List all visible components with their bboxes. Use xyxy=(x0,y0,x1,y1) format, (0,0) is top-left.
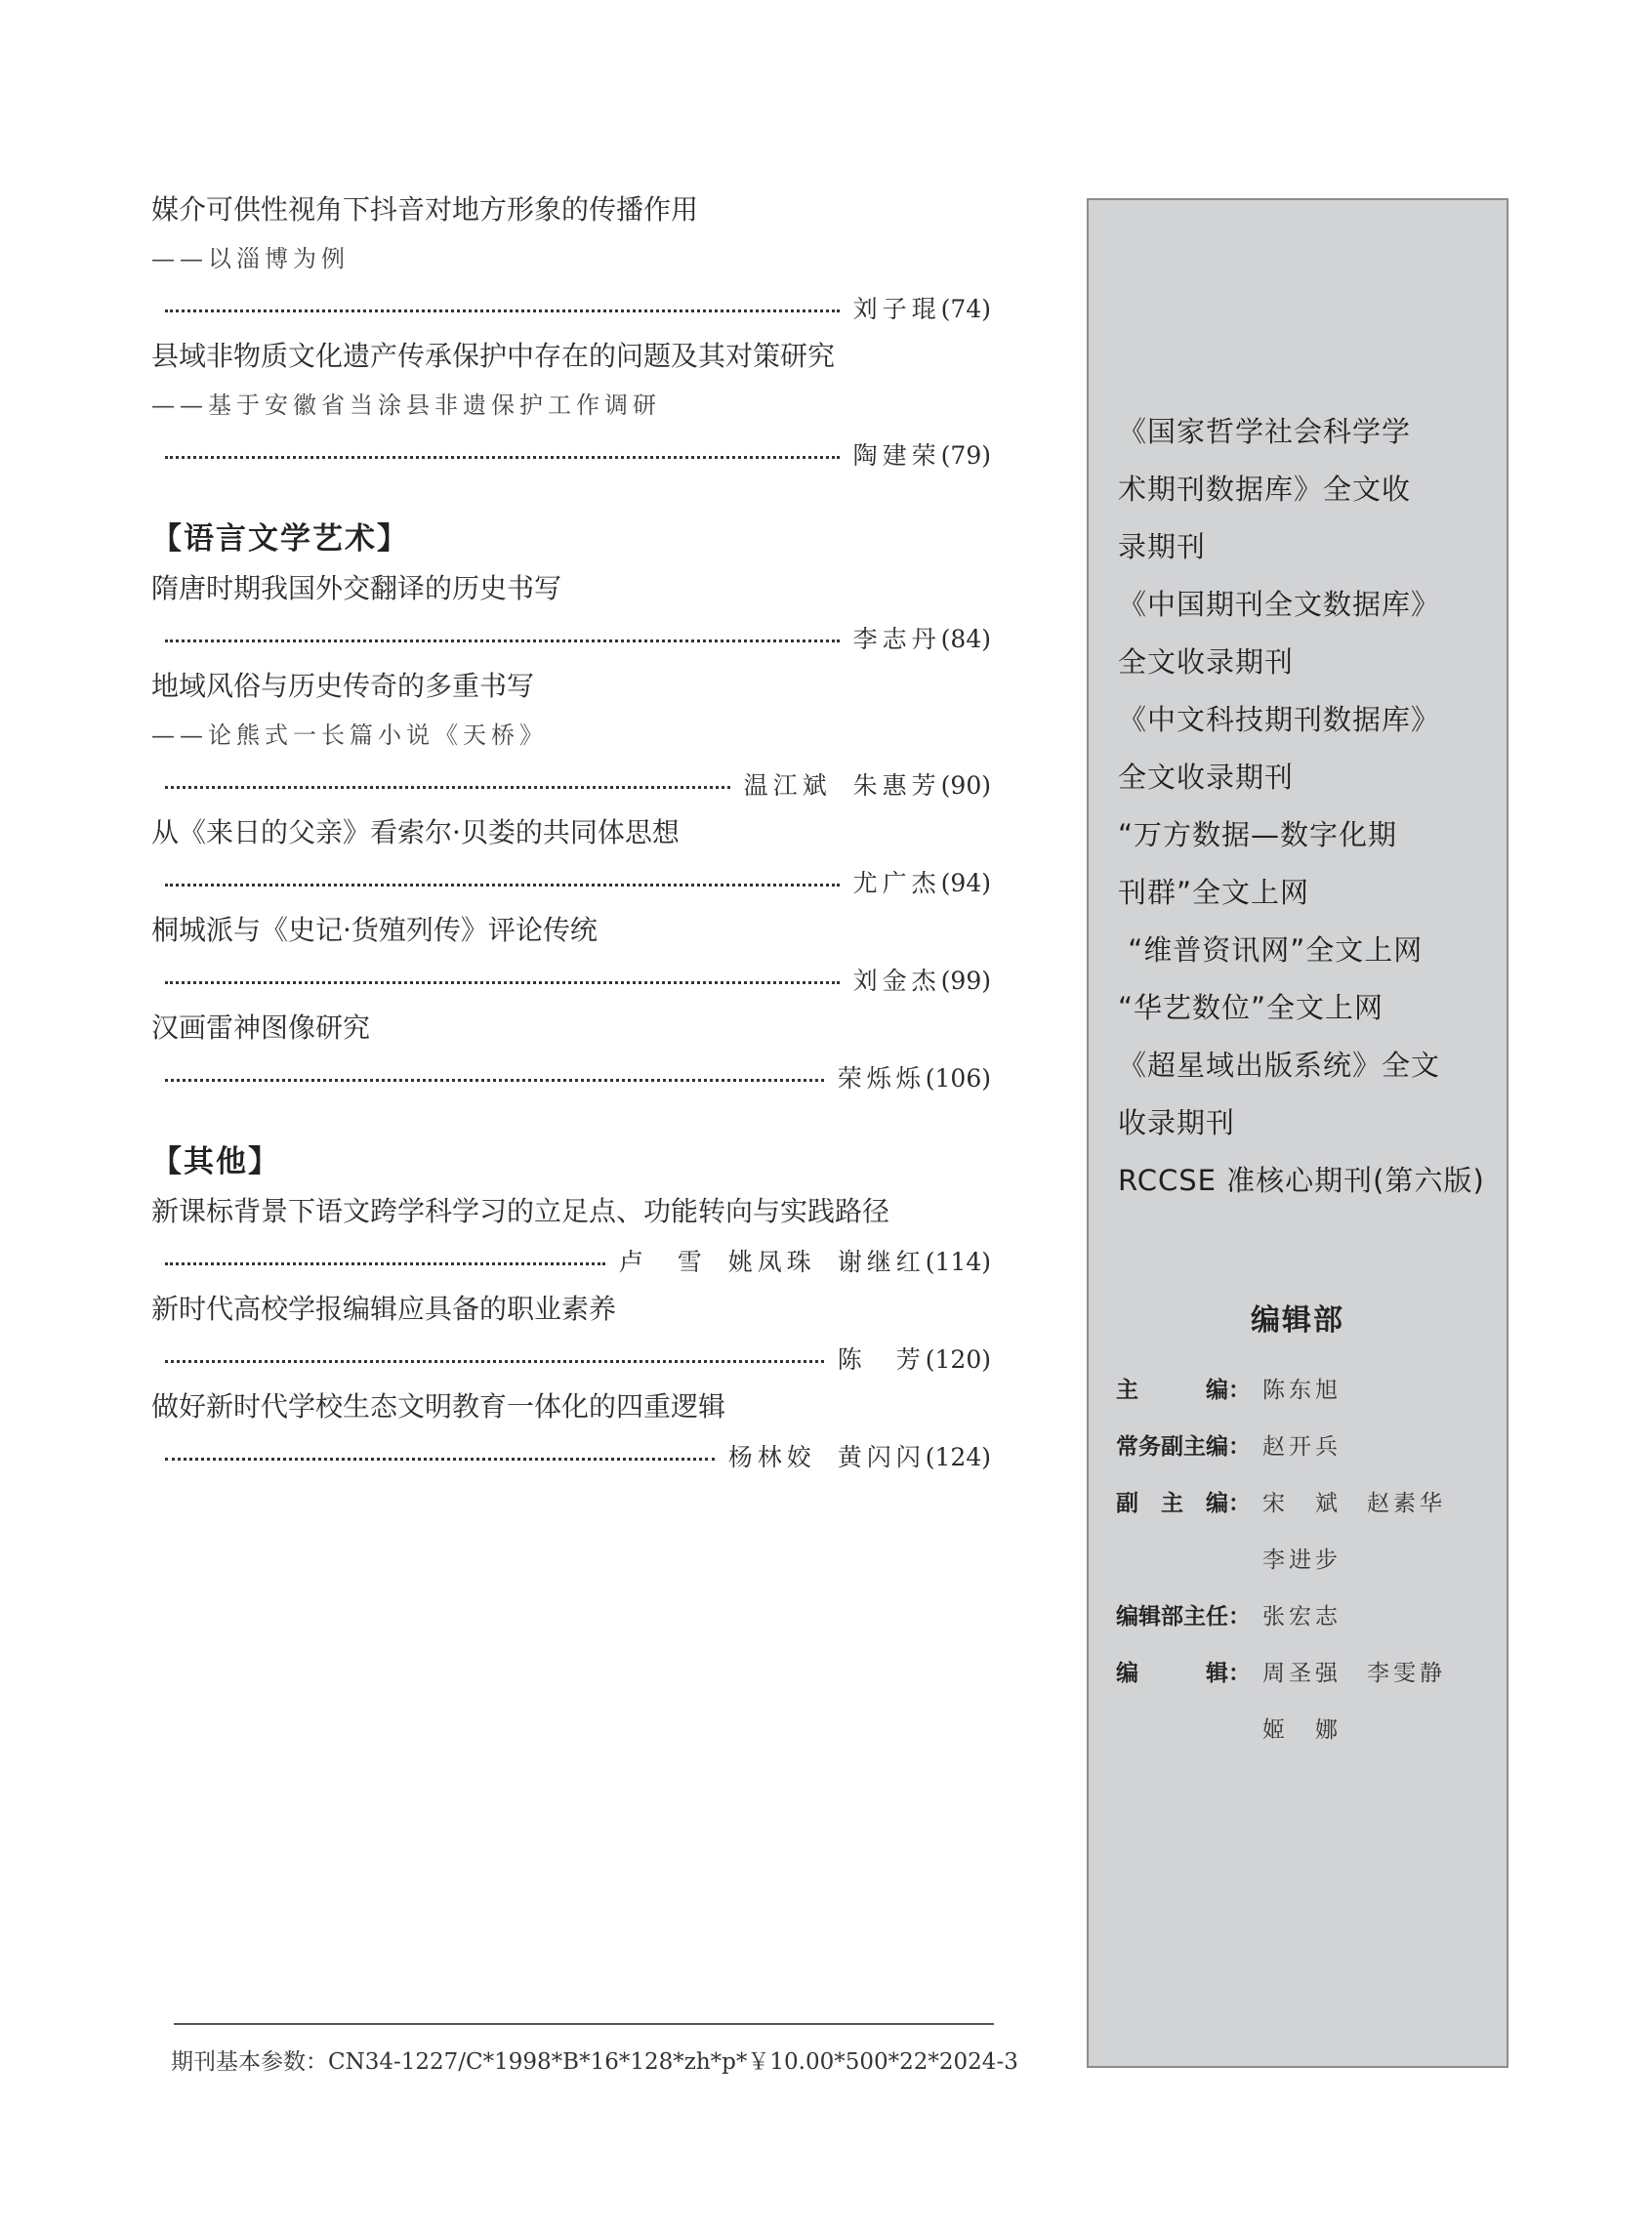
staff-role: 常务副主编： xyxy=(1116,1434,1251,1460)
index-line: 术期刊数据库》全文收 xyxy=(1118,473,1412,506)
article-authors: 杨林姣 黄闪闪 xyxy=(727,1443,926,1471)
staff-row xyxy=(1116,1645,1502,1702)
dot-leader xyxy=(165,786,730,789)
article-authors: 刘子琨 xyxy=(852,295,941,323)
page-number: (124) xyxy=(925,1443,991,1471)
page-number: (99) xyxy=(940,967,991,995)
toc-entry[interactable] xyxy=(151,1187,991,1285)
leader-line xyxy=(165,1431,991,1480)
index-line: 全文收录期刊 xyxy=(1118,645,1295,679)
dot-leader xyxy=(165,1079,824,1082)
article-authors: 陈 芳 xyxy=(837,1345,926,1374)
article-subtitle: ——以淄博为例 xyxy=(151,245,350,272)
staff-role: 副 主 编： xyxy=(1116,1491,1251,1516)
indexing-sidebar xyxy=(1087,198,1508,2068)
staff-role: 主 编： xyxy=(1116,1378,1251,1403)
toc-entry[interactable] xyxy=(151,1285,991,1383)
index-line: “华艺数位”全文上网 xyxy=(1118,991,1384,1024)
article-title[interactable]: 隋唐时期我国外交翻译的历史书写 xyxy=(151,572,562,604)
staff-names: 陈东旭 xyxy=(1262,1378,1342,1403)
leader-line xyxy=(165,1053,991,1101)
table-of-contents xyxy=(151,186,991,1480)
index-line: “万方数据—数字化期 xyxy=(1118,818,1398,851)
dot-leader xyxy=(165,1458,715,1461)
footer-divider xyxy=(174,2023,994,2025)
dot-leader xyxy=(165,884,840,887)
toc-entry[interactable] xyxy=(151,808,991,906)
staff-names: 宋 斌 赵素华 xyxy=(1262,1491,1446,1516)
leader-line xyxy=(165,613,991,662)
page-number: (90) xyxy=(940,771,991,800)
indexing-list xyxy=(1118,403,1504,1210)
toc-entry[interactable] xyxy=(151,332,991,478)
section-heading: 【其他】 xyxy=(151,1144,280,1179)
article-authors: 荣烁烁 xyxy=(837,1064,926,1093)
toc-entry[interactable] xyxy=(151,564,991,662)
staff-row xyxy=(1116,1419,1502,1475)
dot-leader xyxy=(165,1360,824,1363)
leader-line xyxy=(165,955,991,1004)
page-number: (79) xyxy=(940,441,991,470)
dot-leader xyxy=(165,456,840,459)
editorial-heading: 编辑部 xyxy=(1251,1303,1344,1338)
index-line: RCCSE 准核心期刊(第六版) xyxy=(1118,1164,1485,1197)
leader-line xyxy=(165,1236,991,1285)
article-title[interactable]: 桐城派与《史记·货殖列传》评论传统 xyxy=(151,914,598,946)
journal-parameters: 期刊基本参数：CN34-1227/C*1998*B*16*128*zh*p*￥10.00*500*22*2024-3 xyxy=(171,2049,1018,2075)
leader-line xyxy=(165,857,991,906)
dot-leader xyxy=(165,1262,605,1265)
article-title[interactable]: 做好新时代学校生态文明教育一体化的四重逻辑 xyxy=(151,1390,726,1423)
toc-entry[interactable] xyxy=(151,1004,991,1101)
article-authors: 刘金杰 xyxy=(852,967,941,995)
dot-leader xyxy=(165,981,840,984)
article-authors: 温江斌 朱惠芳 xyxy=(743,771,941,800)
article-authors: 卢 雪 姚凤珠 谢继红 xyxy=(618,1248,926,1276)
section-heading: 【语言文学艺术】 xyxy=(151,521,409,557)
index-line: 《中国期刊全文数据库》 xyxy=(1118,588,1441,621)
dot-leader xyxy=(165,640,840,642)
article-subtitle: ——基于安徽省当涂县非遗保护工作调研 xyxy=(151,392,661,419)
staff-row-continued xyxy=(1116,1532,1502,1589)
leader-line xyxy=(165,430,991,478)
article-title[interactable]: 从《来日的父亲》看索尔·贝娄的共同体思想 xyxy=(151,816,680,848)
staff-names: 赵开兵 xyxy=(1262,1434,1342,1460)
article-title[interactable]: 地域风俗与历史传奇的多重书写 xyxy=(151,670,535,702)
staff-row xyxy=(1116,1475,1502,1532)
index-line: 《国家哲学社会科学学 xyxy=(1118,415,1412,448)
editorial-staff xyxy=(1116,1362,1502,1758)
staff-role: 编 辑： xyxy=(1116,1661,1251,1686)
staff-row xyxy=(1116,1589,1502,1645)
index-line: 刊群”全文上网 xyxy=(1118,876,1310,909)
index-line: 全文收录期刊 xyxy=(1118,761,1295,794)
page-number: (94) xyxy=(940,869,991,897)
leader-line xyxy=(165,283,991,332)
article-title[interactable]: 汉画雷神图像研究 xyxy=(151,1011,371,1044)
page-number: (106) xyxy=(925,1064,991,1093)
index-line: 《中文科技期刊数据库》 xyxy=(1118,703,1441,736)
staff-row xyxy=(1116,1362,1502,1419)
article-authors: 尤广杰 xyxy=(852,869,941,897)
article-title[interactable]: 新课标背景下语文跨学科学习的立足点、功能转向与实践路径 xyxy=(151,1195,890,1227)
article-title[interactable]: 县域非物质文化遗产传承保护中存在的问题及其对策研究 xyxy=(151,340,836,372)
staff-names: 姬 娜 xyxy=(1262,1717,1342,1743)
article-authors: 李志丹 xyxy=(852,625,941,653)
staff-role: 编辑部主任： xyxy=(1116,1604,1251,1630)
leader-line xyxy=(165,1334,991,1383)
toc-entry[interactable] xyxy=(151,662,991,808)
page-number: (114) xyxy=(925,1248,991,1276)
staff-names: 张宏志 xyxy=(1262,1604,1342,1630)
article-subtitle: ——论熊式一长篇小说《天桥》 xyxy=(151,722,548,749)
page-number: (74) xyxy=(940,295,991,323)
dot-leader xyxy=(165,310,840,312)
article-title[interactable]: 新时代高校学报编辑应具备的职业素养 xyxy=(151,1293,617,1325)
toc-entry[interactable] xyxy=(151,186,991,332)
index-line: 《超星域出版系统》全文 xyxy=(1118,1049,1441,1082)
toc-entry[interactable] xyxy=(151,906,991,1004)
leader-line xyxy=(165,760,991,808)
staff-names: 周圣强 李雯静 xyxy=(1262,1661,1446,1686)
index-line: 收录期刊 xyxy=(1118,1106,1236,1139)
article-authors: 陶建荣 xyxy=(852,441,941,470)
index-line: 录期刊 xyxy=(1118,530,1207,563)
page-number: (84) xyxy=(940,625,991,653)
staff-row-continued xyxy=(1116,1702,1502,1758)
index-line: “维普资讯网”全文上网 xyxy=(1118,933,1424,967)
staff-names: 李进步 xyxy=(1262,1548,1342,1573)
page-number: (120) xyxy=(925,1345,991,1374)
article-title[interactable]: 媒介可供性视角下抖音对地方形象的传播作用 xyxy=(151,193,699,226)
toc-entry[interactable] xyxy=(151,1383,991,1480)
